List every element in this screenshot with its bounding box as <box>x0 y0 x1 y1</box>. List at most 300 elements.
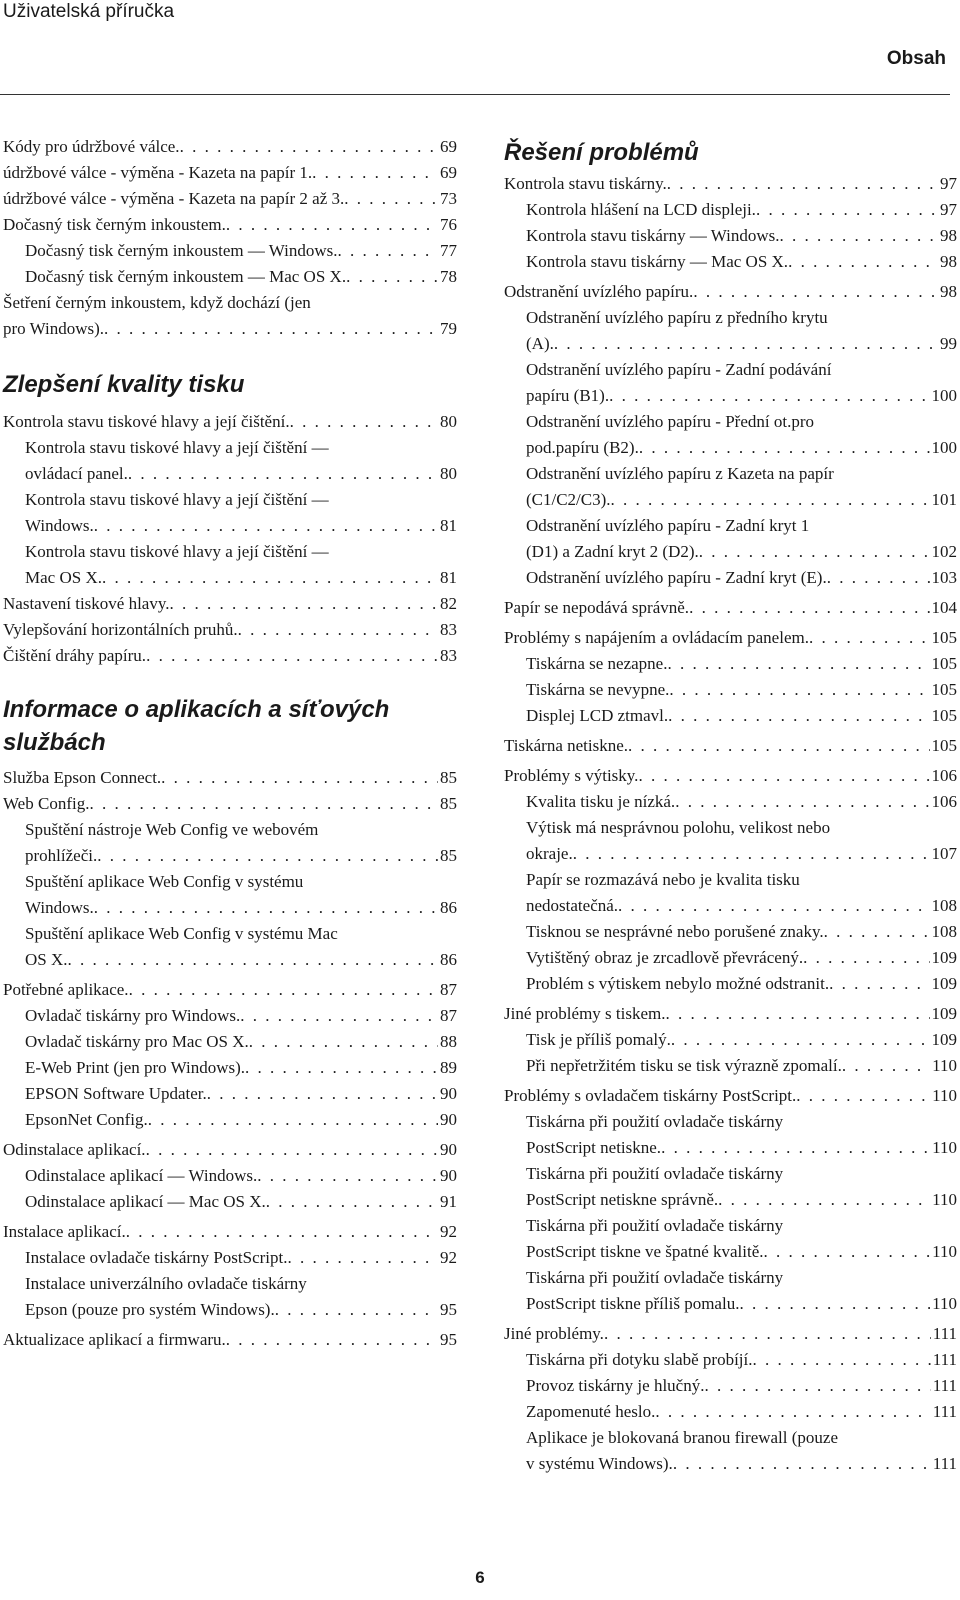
toc-entry-title: Problémy s ovladačem tiskárny PostScript. <box>504 1086 797 1105</box>
dot-leader <box>796 1083 930 1109</box>
toc-entry[interactable] <box>504 357 957 409</box>
toc-entry-title: Odstranění uvízlého papíru. <box>504 282 694 301</box>
toc-entry-title: Kontrola stavu tiskové hlavy a její čištění — <box>25 438 329 457</box>
toc-page-number: 110 <box>932 1190 957 1209</box>
toc-page-number: 98 <box>940 226 957 245</box>
toc-entry[interactable] <box>3 487 457 539</box>
dot-leader <box>180 134 438 160</box>
toc-entry[interactable] <box>504 867 957 919</box>
toc-entry-title: Windows. <box>25 516 94 535</box>
toc-right-column <box>504 134 957 1477</box>
toc-page-number: 69 <box>440 137 457 156</box>
toc-entry[interactable] <box>504 1373 957 1399</box>
toc-page-number: 82 <box>440 594 457 613</box>
toc-entry-title: Při nepřetržitém tisku se tisk výrazně zpomalí. <box>526 1056 842 1075</box>
dot-leader <box>240 1003 438 1029</box>
toc-page-number: 108 <box>931 922 957 941</box>
toc-entry-title: Kontrola stavu tiskové hlavy a její čištění — <box>25 490 329 509</box>
toc-entry-title: údržbové válce - výměna - Kazeta na papír 1. <box>3 163 313 182</box>
dot-leader <box>207 1081 438 1107</box>
toc-entry-title: Papír se rozmazává nebo je kvalita tisku <box>526 870 800 889</box>
toc-entry-title: Vylepšování horizontálních pruhů. <box>3 620 238 639</box>
toc-entry[interactable] <box>3 409 457 435</box>
dot-leader <box>609 383 929 409</box>
toc-page-number: 109 <box>931 948 957 967</box>
toc-entry[interactable] <box>504 971 957 997</box>
dot-leader <box>689 595 929 621</box>
toc-page-number: 105 <box>931 706 957 725</box>
dot-leader <box>290 409 438 435</box>
toc-entry-title: Tiskárna při použití ovladače tiskárny <box>526 1112 784 1131</box>
toc-entry[interactable] <box>504 461 957 513</box>
dot-leader <box>97 843 438 869</box>
toc-entry[interactable] <box>3 1327 457 1353</box>
dot-leader <box>161 765 438 791</box>
toc-entry[interactable] <box>3 160 457 186</box>
toc-entry[interactable] <box>504 651 957 677</box>
toc-page-number: 111 <box>932 1376 957 1395</box>
toc-entry[interactable] <box>3 238 457 264</box>
toc-entry[interactable] <box>3 643 457 669</box>
dot-leader <box>628 733 929 759</box>
toc-page-number: 95 <box>440 1300 457 1319</box>
dot-leader <box>668 703 929 729</box>
dot-leader <box>257 1163 438 1189</box>
dot-leader <box>753 1347 931 1373</box>
dot-leader <box>611 487 930 513</box>
section-header: Obsah <box>886 48 946 69</box>
toc-entry-title: Kontrola stavu tiskové hlavy a její čištění. <box>3 412 290 431</box>
toc-entry[interactable] <box>504 249 957 275</box>
toc-entry[interactable] <box>3 617 457 643</box>
toc-page-number: 104 <box>931 598 957 617</box>
toc-entry[interactable] <box>504 1399 957 1425</box>
toc-entry-title: Odinstalace aplikací — Windows. <box>25 1166 258 1185</box>
dot-leader <box>346 264 438 290</box>
toc-entry-title: pro Windows). <box>3 319 104 338</box>
dot-leader <box>238 617 438 643</box>
dot-leader <box>693 279 938 305</box>
toc-entry[interactable] <box>504 919 957 945</box>
toc-page-number: 99 <box>940 334 957 353</box>
toc-entry[interactable] <box>3 186 457 212</box>
toc-entry[interactable] <box>504 763 957 789</box>
toc-page-number: 109 <box>931 974 957 993</box>
toc-entry[interactable] <box>504 595 957 621</box>
toc-page-number: 85 <box>440 794 457 813</box>
toc-entry-title: Odstranění uvízlého papíru - Přední ot.pro <box>526 412 814 431</box>
toc-page-number: 81 <box>440 516 457 535</box>
toc-entry-title: Kontrola stavu tiskárny. <box>504 174 667 193</box>
toc-entry[interactable] <box>504 565 957 591</box>
toc-entry-title: Odstranění uvízlého papíru - Zadní podávání <box>526 360 832 379</box>
toc-page-number: 87 <box>440 980 457 999</box>
dot-leader <box>146 643 438 669</box>
dot-leader <box>104 316 438 342</box>
toc-entry-title: Aktualizace aplikací a firmwaru. <box>3 1330 226 1349</box>
toc-entry-title: Kódy pro údržbové válce. <box>3 137 180 156</box>
toc-entry[interactable] <box>504 677 957 703</box>
toc-entry[interactable] <box>3 1055 457 1081</box>
toc-entry-title: Jiné problémy. <box>504 1324 604 1343</box>
toc-entry-title: Tiskárna při použití ovladače tiskárny <box>526 1164 784 1183</box>
toc-entry-title: (A). <box>526 334 554 353</box>
toc-entry-title: Problém s výtiskem nebylo možné odstranit. <box>526 974 830 993</box>
dot-leader <box>661 1135 930 1161</box>
toc-page-number: 76 <box>440 215 457 234</box>
toc-entry[interactable] <box>3 921 457 973</box>
toc-entry[interactable] <box>3 1271 457 1323</box>
toc-page-number: 107 <box>931 844 957 863</box>
toc-page-number: 87 <box>440 1006 457 1025</box>
toc-entry-title: Kontrola hlášení na LCD displeji. <box>526 200 756 219</box>
toc-entry-title: Aplikace je blokovaná branou firewall (pouze <box>526 1428 839 1447</box>
toc-page-number: 101 <box>931 490 957 509</box>
toc-entry-title: údržbové válce - výměna - Kazeta na papír 2 až 3. <box>3 189 345 208</box>
toc-entry-title: Problémy s výtisky. <box>504 766 639 785</box>
dot-leader <box>146 1137 438 1163</box>
toc-entry[interactable] <box>3 977 457 1003</box>
toc-entry-title: Dočasný tisk černým inkoustem. <box>3 215 226 234</box>
dot-leader <box>675 789 929 815</box>
toc-entry[interactable] <box>504 171 957 197</box>
toc-section-list <box>3 409 457 669</box>
toc-entry-title: Vytištěný obraz je zrcadlově převrácený. <box>526 948 804 967</box>
toc-entry[interactable] <box>504 1109 957 1161</box>
toc-entry[interactable] <box>3 791 457 817</box>
toc-intro-list <box>3 134 457 342</box>
toc-page-number: 110 <box>932 1242 957 1261</box>
dot-leader <box>102 565 438 591</box>
toc-left-column <box>3 134 457 1353</box>
toc-entry[interactable] <box>3 1003 457 1029</box>
toc-page-number: 79 <box>440 319 457 338</box>
toc-entry-title: Čištění dráhy papíru. <box>3 646 147 665</box>
toc-entry-title: Nastavení tiskové hlavy. <box>3 594 170 613</box>
dot-leader <box>739 1291 930 1317</box>
toc-entry-title: Služba Epson Connect. <box>3 768 162 787</box>
toc-entry-title: Kvalita tisku je nízká. <box>526 792 676 811</box>
page-number: 6 <box>475 1568 485 1587</box>
toc-entry[interactable] <box>3 134 457 160</box>
toc-entry-title: Problémy s napájením a ovládacím panelem. <box>504 628 809 647</box>
toc-page-number: 108 <box>931 896 957 915</box>
toc-page-number: 90 <box>440 1166 457 1185</box>
toc-entry-title: Výtisk má nesprávnou polohu, velikost nebo <box>526 818 831 837</box>
toc-page-number: 106 <box>931 792 957 811</box>
toc-entry-title: v systému Windows). <box>526 1454 673 1473</box>
toc-entry-title: Spuštění nástroje Web Config ve webovém <box>25 820 319 839</box>
dot-leader <box>780 223 938 249</box>
dot-leader <box>718 1187 930 1213</box>
toc-page-number: 92 <box>440 1248 457 1267</box>
toc-entry-title: Zapomenuté heslo. <box>526 1402 656 1421</box>
toc-page-number: 88 <box>440 1032 457 1051</box>
dot-leader <box>673 1451 931 1477</box>
toc-entry-title: (C1/C2/C3). <box>526 490 611 509</box>
toc-entry-title: Tisknou se nesprávné nebo porušené znaky. <box>526 922 824 941</box>
dot-leader <box>126 1219 438 1245</box>
toc-entry-title: Instalace univerzálního ovladače tiskárny <box>25 1274 307 1293</box>
toc-entry-title: Kontrola stavu tiskové hlavy a její čištění — <box>25 542 329 561</box>
toc-entry[interactable] <box>504 1213 957 1265</box>
dot-leader <box>788 249 938 275</box>
toc-entry-title: Odinstalace aplikací. <box>3 1140 146 1159</box>
toc-entry[interactable] <box>504 703 957 729</box>
toc-entry-title: Tiskárna při dotyku slabě probíjí. <box>526 1350 753 1369</box>
dot-leader <box>275 1297 438 1323</box>
toc-page-number: 77 <box>440 241 457 260</box>
toc-page-number: 85 <box>440 846 457 865</box>
section-heading: Zlepšení kvality tisku <box>3 371 245 398</box>
toc-entry[interactable] <box>504 1321 957 1347</box>
dot-leader <box>699 539 930 565</box>
toc-entry-title: Instalace ovladače tiskárny PostScript. <box>25 1248 288 1267</box>
toc-entry-title: Dočasný tisk černým inkoustem — Windows. <box>25 241 338 260</box>
section-heading: Řešení problémů <box>504 139 699 166</box>
dot-leader <box>803 945 929 971</box>
toc-entry[interactable] <box>3 869 457 921</box>
dot-leader <box>604 1321 931 1347</box>
toc-entry-title: PostScript netiskne. <box>526 1138 662 1157</box>
dot-leader <box>94 513 438 539</box>
toc-entry[interactable] <box>3 1189 457 1215</box>
toc-page-number: 90 <box>440 1110 457 1129</box>
toc-entry-title: Tiskárna při použití ovladače tiskárny <box>526 1268 784 1287</box>
dot-leader <box>226 212 438 238</box>
dot-leader <box>756 197 938 223</box>
dot-leader <box>573 841 930 867</box>
toc-entry[interactable] <box>504 1001 957 1027</box>
toc-entry-title: Instalace aplikací. <box>3 1222 126 1241</box>
toc-entry[interactable] <box>3 1137 457 1163</box>
toc-entry[interactable] <box>504 305 957 357</box>
dot-leader <box>667 651 929 677</box>
toc-page-number: 69 <box>440 163 457 182</box>
dot-leader <box>226 1327 438 1353</box>
dot-leader <box>554 331 938 357</box>
toc-entry-title: Ovladač tiskárny pro Mac OS X. <box>25 1032 249 1051</box>
toc-page-number: 102 <box>931 542 957 561</box>
toc-entry-title: Dočasný tisk černým inkoustem — Mac OS X. <box>25 267 347 286</box>
toc-entry-title: Spuštění aplikace Web Config v systému <box>25 872 304 891</box>
toc-entry-title: Jiné problémy s tiskem. <box>504 1004 666 1023</box>
dot-leader <box>129 977 438 1003</box>
toc-entry-title: papíru (B1). <box>526 386 610 405</box>
toc-entry[interactable] <box>3 1107 457 1133</box>
toc-page-number: 89 <box>440 1058 457 1077</box>
dot-leader <box>669 677 929 703</box>
toc-entry[interactable] <box>504 513 957 565</box>
toc-entry-title: Odstranění uvízlého papíru - Zadní kryt 1 <box>526 516 810 535</box>
toc-page-number: 73 <box>440 189 457 208</box>
toc-entry-title: OS X. <box>25 950 68 969</box>
toc-entry-title: Tiskárna se nezapne. <box>526 654 668 673</box>
dot-leader <box>249 1029 438 1055</box>
dot-leader <box>312 160 438 186</box>
dot-leader <box>842 1053 930 1079</box>
toc-entry[interactable] <box>504 1347 957 1373</box>
toc-entry-title: (D1) a Zadní kryt 2 (D2). <box>526 542 699 561</box>
toc-entry-title: Papír se nepodává správně. <box>504 598 690 617</box>
toc-entry[interactable] <box>3 539 457 591</box>
toc-page-number: 106 <box>931 766 957 785</box>
toc-entry-title: nedostatečná. <box>526 896 619 915</box>
toc-page-number: 111 <box>932 1324 957 1343</box>
toc-entry-title: pod.papíru (B2). <box>526 438 639 457</box>
dot-leader <box>338 238 438 264</box>
toc-page-number: 105 <box>931 736 957 755</box>
dot-leader <box>671 1027 930 1053</box>
toc-page-number: 110 <box>932 1294 957 1313</box>
toc-page-number: 90 <box>440 1084 457 1103</box>
toc-page-number: 111 <box>932 1454 957 1473</box>
toc-page-number: 90 <box>440 1140 457 1159</box>
toc-page-number: 98 <box>940 252 957 271</box>
toc-page-number: 80 <box>440 412 457 431</box>
toc-page-number: 85 <box>440 768 457 787</box>
toc-page-number: 110 <box>932 1086 957 1105</box>
dot-leader <box>829 971 929 997</box>
toc-entry[interactable] <box>504 789 957 815</box>
dot-leader <box>655 1399 930 1425</box>
toc-page-number: 86 <box>440 898 457 917</box>
toc-entry[interactable] <box>504 945 957 971</box>
toc-page-number: 83 <box>440 646 457 665</box>
toc-entry[interactable] <box>504 409 957 461</box>
toc-page-number: 103 <box>931 568 957 587</box>
toc-page-number: 105 <box>931 628 957 647</box>
toc-entry-title: EpsonNet Config. <box>25 1110 148 1129</box>
toc-entry-title: Provoz tiskárny je hlučný. <box>526 1376 705 1395</box>
dot-leader <box>809 625 930 651</box>
toc-page-number: 97 <box>940 200 957 219</box>
toc-page-number: 111 <box>932 1350 957 1369</box>
dot-leader <box>128 461 438 487</box>
toc-entry[interactable] <box>504 815 957 867</box>
toc-page-number: 91 <box>440 1192 457 1211</box>
toc-entry[interactable] <box>504 1425 957 1477</box>
toc-page-number: 109 <box>931 1004 957 1023</box>
dot-leader <box>824 919 930 945</box>
toc-page-number: 83 <box>440 620 457 639</box>
toc-page-number: 86 <box>440 950 457 969</box>
dot-leader <box>344 186 438 212</box>
toc-page-number: 110 <box>932 1056 957 1075</box>
dot-leader <box>764 1239 931 1265</box>
dot-leader <box>667 171 938 197</box>
toc-entry-title: Kontrola stavu tiskárny — Windows. <box>526 226 780 245</box>
toc-page-number: 111 <box>932 1402 957 1421</box>
toc-page-number: 105 <box>931 680 957 699</box>
toc-entry[interactable] <box>3 817 457 869</box>
toc-entry[interactable] <box>3 1081 457 1107</box>
toc-page-number: 81 <box>440 568 457 587</box>
toc-entry[interactable] <box>3 212 457 238</box>
toc-page-number: 109 <box>931 1030 957 1049</box>
dot-leader <box>245 1055 438 1081</box>
dot-leader <box>639 435 930 461</box>
toc-entry[interactable] <box>504 733 957 759</box>
toc-entry-title: Tiskárna při použití ovladače tiskárny <box>526 1216 784 1235</box>
toc-entry[interactable] <box>3 591 457 617</box>
toc-entry-title: EPSON Software Updater. <box>25 1084 207 1103</box>
toc-entry-title: Odstranění uvízlého papíru - Zadní kryt (E). <box>526 568 827 587</box>
toc-entry[interactable] <box>3 435 457 487</box>
toc-entry[interactable] <box>504 1083 957 1109</box>
toc-entry[interactable] <box>504 625 957 651</box>
toc-entry-title: ovládací panel. <box>25 464 128 483</box>
dot-leader <box>638 763 929 789</box>
toc-entry-title: Odstranění uvízlého papíru z Kazeta na papír <box>526 464 834 483</box>
dot-leader <box>704 1373 930 1399</box>
toc-entry-title: Šetření černým inkoustem, když dochází (jen <box>3 293 311 312</box>
toc-entry-title: Odstranění uvízlého papíru z předního krytu <box>526 308 828 327</box>
toc-entry-title: PostScript tiskne ve špatné kvalitě. <box>526 1242 764 1261</box>
toc-entry[interactable] <box>3 765 457 791</box>
toc-entry-title: Tisk je příliš pomalý. <box>526 1030 671 1049</box>
dot-leader <box>68 947 438 973</box>
dot-leader <box>618 893 929 919</box>
toc-entry-title: Mac OS X. <box>25 568 102 587</box>
toc-entry[interactable] <box>504 223 957 249</box>
toc-section-list <box>504 171 957 1477</box>
toc-page-number: 100 <box>931 386 957 405</box>
toc-entry-title: Ovladač tiskárny pro Windows. <box>25 1006 241 1025</box>
header-divider <box>0 94 950 95</box>
toc-entry-title: Windows. <box>25 898 94 917</box>
toc-entry[interactable] <box>3 1163 457 1189</box>
toc-entry-title: Tiskárna se nevypne. <box>526 680 670 699</box>
dot-leader <box>170 591 439 617</box>
dot-leader <box>827 565 930 591</box>
dot-leader <box>287 1245 438 1271</box>
toc-page-number: 78 <box>440 267 457 286</box>
dot-leader <box>665 1001 929 1027</box>
toc-entry[interactable] <box>504 197 957 223</box>
toc-page-number: 97 <box>940 174 957 193</box>
toc-entry[interactable] <box>504 1265 957 1317</box>
toc-entry[interactable] <box>504 1027 957 1053</box>
toc-entry[interactable] <box>3 264 457 290</box>
toc-section-list <box>3 765 457 1353</box>
dot-leader <box>94 895 438 921</box>
toc-page-number: 110 <box>932 1138 957 1157</box>
toc-entry-title: Odinstalace aplikací — Mac OS X. <box>25 1192 266 1211</box>
toc-entry-title: Web Config. <box>3 794 90 813</box>
dot-leader <box>266 1189 438 1215</box>
toc-page-number: 100 <box>931 438 957 457</box>
toc-page-number: 98 <box>940 282 957 301</box>
toc-entry[interactable] <box>504 1053 957 1079</box>
toc-page-number: 95 <box>440 1330 457 1349</box>
toc-entry[interactable] <box>3 1245 457 1271</box>
toc-entry[interactable] <box>504 279 957 305</box>
dot-leader <box>148 1107 438 1133</box>
toc-entry-title: Kontrola stavu tiskárny — Mac OS X. <box>526 252 789 271</box>
toc-entry-title: Epson (pouze pro systém Windows). <box>25 1300 275 1319</box>
toc-entry-title: okraje. <box>526 844 573 863</box>
toc-entry[interactable] <box>3 1029 457 1055</box>
toc-entry-title: Potřebné aplikace. <box>3 980 129 999</box>
toc-entry[interactable] <box>504 1161 957 1213</box>
dot-leader <box>89 791 438 817</box>
toc-entry[interactable] <box>3 1219 457 1245</box>
toc-entry-title: PostScript tiskne příliš pomalu. <box>526 1294 740 1313</box>
toc-entry[interactable] <box>3 290 457 342</box>
toc-page-number: 105 <box>931 654 957 673</box>
toc-page-number: 80 <box>440 464 457 483</box>
